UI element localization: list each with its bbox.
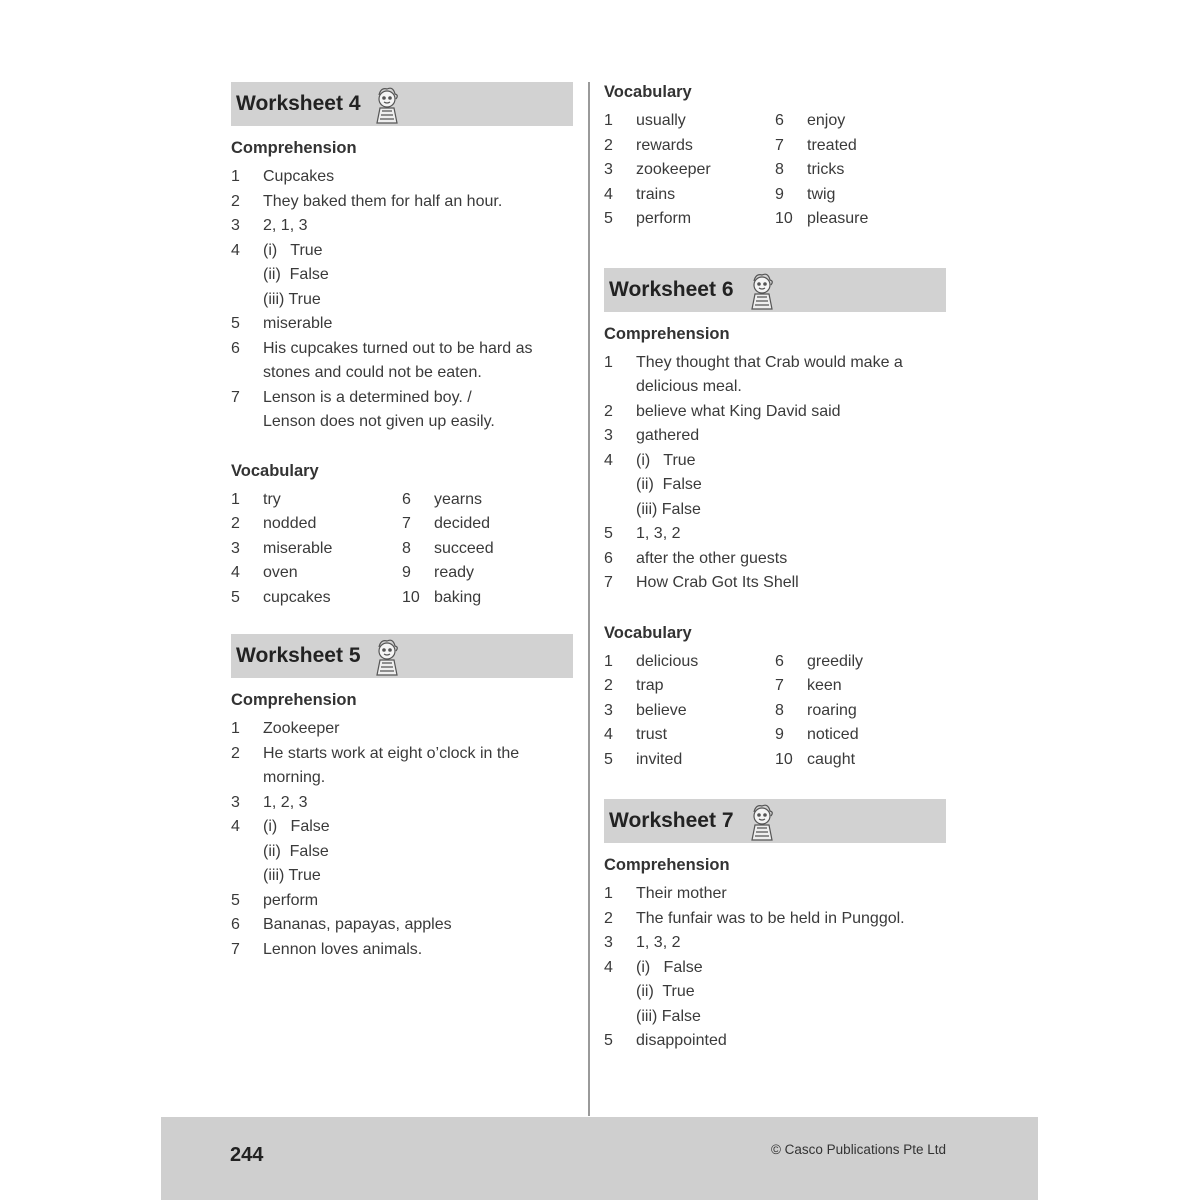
worksheet-5-vocabulary (604, 109, 946, 232)
vocabulary-item (775, 109, 946, 134)
vocabulary-item (775, 674, 946, 699)
answer-text (263, 938, 573, 963)
vocabulary-column (604, 650, 775, 773)
answer-item (231, 815, 573, 889)
answer-line: Lenson is a determined boy. / (263, 388, 472, 406)
vocabulary-number: 7 (775, 677, 784, 694)
answer-item (231, 742, 573, 791)
answer-line: Lennon loves animals. (263, 940, 423, 958)
worksheet-6-title: Worksheet 6 (609, 277, 734, 301)
answer-text (636, 522, 946, 547)
answer-text (263, 717, 573, 742)
vocabulary-item (231, 561, 402, 586)
answer-line: They thought that Crab would make a (636, 353, 903, 371)
answer-line: miserable (263, 315, 333, 332)
vocabulary-item (775, 158, 946, 183)
answer-line: Bananas, papayas, apples (263, 916, 452, 933)
answer-text (263, 913, 573, 938)
copyright-notice: © Casco Publications Pte Ltd (770, 1142, 946, 1157)
answer-text (263, 742, 573, 791)
vocabulary-number: 8 (402, 539, 411, 557)
vocabulary-number: 1 (231, 490, 240, 508)
vocabulary-item (402, 561, 573, 586)
vocabulary-column (231, 488, 402, 611)
vocabulary-item (604, 723, 775, 748)
answer-number: 7 (231, 940, 240, 958)
vocabulary-word: cupcakes (263, 588, 331, 606)
answer-number: 1 (231, 720, 240, 737)
vocabulary-word: greedily (807, 652, 864, 670)
vocabulary-column (775, 109, 946, 232)
answer-text (263, 337, 573, 386)
vocabulary-item (604, 699, 775, 724)
answer-line: delicious meal. (636, 378, 742, 395)
mascot-icon (744, 271, 780, 311)
answer-line: (iii) True (263, 867, 321, 884)
answer-text (263, 815, 573, 889)
vocabulary-item (402, 488, 573, 513)
answer-text (263, 165, 573, 190)
answer-number: 3 (604, 934, 613, 951)
vocabulary-word: trains (636, 185, 676, 203)
vocabulary-item (402, 512, 573, 537)
vocabulary-item (604, 134, 775, 159)
vocabulary-item (775, 748, 946, 773)
comprehension-heading: Comprehension (604, 856, 730, 874)
answer-item (604, 907, 946, 932)
vocabulary-number: 5 (604, 750, 613, 768)
vocabulary-item (775, 134, 946, 159)
answer-line: morning. (263, 769, 326, 786)
vocabulary-number: 9 (402, 564, 411, 581)
answer-item (231, 165, 573, 190)
answer-line: 1, 2, 3 (263, 793, 308, 811)
answer-number: 2 (231, 744, 240, 762)
vocabulary-word: trust (636, 726, 668, 743)
comprehension-heading: Comprehension (604, 324, 730, 343)
vocabulary-item (775, 723, 946, 748)
answer-line: after the other guests (636, 549, 788, 567)
answer-item (231, 791, 573, 816)
answer-line: Their mother (636, 885, 727, 902)
answer-item (604, 547, 946, 572)
vocabulary-item (775, 699, 946, 724)
vocabulary-item (604, 207, 775, 232)
answer-item (231, 386, 573, 435)
worksheet-4-header (231, 82, 573, 126)
answer-number: 2 (231, 192, 240, 210)
answer-item (604, 424, 946, 449)
answer-line: (ii) False (263, 842, 329, 860)
answer-number: 7 (604, 574, 613, 591)
vocabulary-word: try (263, 490, 281, 508)
vocabulary-item (775, 207, 946, 232)
vocabulary-word: rewards (636, 136, 693, 154)
vocabulary-word: tricks (807, 161, 845, 178)
answer-text (636, 931, 946, 956)
answer-item (231, 717, 573, 742)
vocabulary-number: 2 (604, 677, 613, 694)
answer-number: 4 (231, 818, 240, 835)
worksheet-5-title: Worksheet 5 (236, 644, 361, 667)
vocabulary-word: pleasure (807, 210, 869, 227)
worksheet-7-header (604, 799, 946, 843)
worksheet-7-title: Worksheet 7 (609, 809, 734, 832)
vocabulary-number: 3 (604, 701, 613, 719)
mascot-icon (744, 802, 780, 842)
answer-item (231, 913, 573, 938)
answer-line: 1, 3, 2 (636, 934, 681, 951)
answer-text (636, 449, 946, 523)
vocabulary-word: yearns (434, 490, 483, 508)
answer-line: (iii) False (636, 1007, 701, 1025)
worksheet-6-header (604, 268, 946, 312)
answer-text (636, 547, 946, 572)
answer-line: Cupcakes (263, 168, 335, 185)
vocabulary-number: 5 (231, 588, 240, 606)
vocabulary-item (402, 586, 573, 611)
vocabulary-number: 2 (231, 515, 240, 532)
vocabulary-heading: Vocabulary (231, 461, 319, 480)
vocabulary-item (231, 537, 402, 562)
worksheet-4-comprehension-list (231, 165, 573, 435)
vocabulary-word: noticed (807, 726, 859, 743)
answer-number: 1 (604, 353, 613, 371)
answer-line: How Crab Got Its Shell (636, 574, 799, 591)
vocabulary-heading: Vocabulary (604, 83, 692, 101)
answer-number: 3 (231, 793, 240, 811)
vocabulary-item (402, 537, 573, 562)
worksheet-4-vocabulary (231, 488, 573, 611)
answer-text (636, 400, 946, 425)
vocabulary-word: succeed (434, 539, 494, 557)
answer-number: 3 (231, 217, 240, 234)
vocabulary-item (231, 488, 402, 513)
vocabulary-number: 4 (604, 726, 613, 743)
answer-line: (i) False (636, 958, 703, 976)
answer-item (231, 239, 573, 313)
vocabulary-word: treated (807, 136, 857, 154)
vocabulary-number: 8 (775, 701, 784, 719)
vocabulary-word: nodded (263, 515, 317, 532)
vocabulary-word: enjoy (807, 112, 846, 129)
vocabulary-number: 1 (604, 112, 613, 129)
vocabulary-number: 3 (231, 539, 240, 557)
vocabulary-item (604, 158, 775, 183)
answer-line: (ii) False (636, 476, 702, 493)
vocabulary-number: 1 (604, 652, 613, 670)
answer-number: 5 (604, 1032, 613, 1049)
answer-item (231, 889, 573, 914)
answer-item (604, 571, 946, 596)
answer-text (263, 386, 573, 435)
vocabulary-number: 4 (231, 564, 240, 581)
comprehension-heading: Comprehension (231, 691, 357, 709)
answer-item (604, 400, 946, 425)
answer-line: They baked them for half an hour. (263, 192, 503, 210)
answer-item (604, 351, 946, 400)
vocabulary-column (402, 488, 573, 611)
answer-text (636, 1029, 946, 1054)
answer-item (604, 931, 946, 956)
vocabulary-heading: Vocabulary (604, 623, 692, 642)
answer-line: 1, 3, 2 (636, 525, 681, 542)
answer-number: 4 (604, 451, 613, 469)
answer-number: 1 (231, 168, 240, 185)
vocabulary-word: twig (807, 185, 836, 203)
page-number: 244 (230, 1144, 264, 1166)
answer-number: 1 (604, 885, 613, 902)
answer-item (231, 337, 573, 386)
left-column (231, 82, 573, 962)
right-column (604, 82, 946, 1054)
vocabulary-number: 9 (775, 726, 784, 743)
answer-line: 2, 1, 3 (263, 217, 308, 234)
answer-line: (i) True (636, 451, 696, 469)
vocabulary-number: 5 (604, 210, 613, 227)
answer-line: perform (263, 891, 319, 909)
page-footer (161, 1117, 1038, 1200)
vocabulary-number: 10 (402, 588, 420, 606)
mascot-icon (369, 637, 405, 677)
answer-number: 3 (604, 427, 613, 444)
answer-line: Zookeeper (263, 720, 340, 737)
vocabulary-word: roaring (807, 701, 857, 719)
answer-text (636, 571, 946, 596)
answer-item (604, 1029, 946, 1054)
worksheet-7-comprehension-list (604, 882, 946, 1054)
answer-text (263, 889, 573, 914)
vocabulary-item (775, 183, 946, 208)
column-divider (588, 82, 590, 1116)
vocabulary-item (604, 109, 775, 134)
answer-item (604, 522, 946, 547)
answer-text (263, 791, 573, 816)
vocabulary-number: 8 (775, 161, 784, 178)
answer-item (231, 214, 573, 239)
answer-number: 2 (604, 402, 613, 420)
answer-line: The funfair was to be held in Punggol. (636, 909, 905, 927)
vocabulary-column (604, 109, 775, 232)
answer-text (636, 882, 946, 907)
answer-number: 6 (231, 339, 240, 357)
answer-line: stones and could not be eaten. (263, 364, 482, 381)
answer-number: 2 (604, 909, 613, 927)
comprehension-heading: Comprehension (231, 139, 357, 157)
answer-number: 7 (231, 388, 240, 406)
answer-number: 5 (604, 525, 613, 542)
vocabulary-number: 10 (775, 750, 793, 768)
worksheet-6-comprehension-list (604, 351, 946, 596)
answer-item (231, 938, 573, 963)
vocabulary-number: 7 (402, 515, 411, 532)
answer-line: He starts work at eight o’clock in the (263, 744, 520, 762)
mascot-icon (369, 85, 405, 125)
answer-number: 6 (604, 549, 613, 567)
vocabulary-word: decided (434, 515, 491, 532)
vocabulary-number: 3 (604, 161, 613, 178)
answer-line: (iii) False (636, 500, 701, 518)
answer-line: gathered (636, 427, 700, 444)
answer-line: (iii) True (263, 290, 321, 308)
vocabulary-item (775, 650, 946, 675)
worksheet-4-title: Worksheet 4 (236, 92, 361, 115)
vocabulary-number: 9 (775, 185, 784, 203)
answer-text (636, 956, 946, 1030)
vocabulary-word: delicious (636, 652, 699, 670)
vocabulary-item (231, 512, 402, 537)
vocabulary-item (231, 586, 402, 611)
vocabulary-item (604, 183, 775, 208)
vocabulary-word: miserable (263, 539, 333, 557)
answer-number: 4 (231, 241, 240, 259)
answer-text (636, 351, 946, 400)
vocabulary-word: invited (636, 750, 683, 768)
vocabulary-item (604, 674, 775, 699)
vocabulary-number: 7 (775, 136, 784, 154)
answer-item (604, 956, 946, 1030)
answer-text (636, 424, 946, 449)
answer-number: 6 (231, 916, 240, 933)
answer-number: 5 (231, 891, 240, 909)
answer-line: believe what King David said (636, 402, 841, 420)
answer-line: (ii) False (263, 266, 329, 283)
vocabulary-word: zookeeper (636, 161, 711, 178)
vocabulary-word: trap (636, 677, 664, 694)
worksheet-5-comprehension-list (231, 717, 573, 962)
vocabulary-number: 10 (775, 210, 793, 227)
answer-item (604, 449, 946, 523)
vocabulary-word: believe (636, 701, 687, 719)
answer-text (263, 190, 573, 215)
vocabulary-word: caught (807, 750, 856, 768)
answer-line: His cupcakes turned out to be hard as (263, 339, 533, 357)
answer-text (263, 312, 573, 337)
answer-text (263, 214, 573, 239)
answer-text (263, 239, 573, 313)
answer-item (231, 312, 573, 337)
answer-line: disappointed (636, 1032, 727, 1049)
vocabulary-word: baking (434, 588, 482, 606)
answer-number: 5 (231, 315, 240, 332)
vocabulary-number: 4 (604, 185, 613, 203)
worksheet-5-header (231, 634, 573, 678)
answer-item (604, 882, 946, 907)
answer-number: 4 (604, 958, 613, 976)
vocabulary-column (775, 650, 946, 773)
answer-text (636, 907, 946, 932)
answer-line: Lenson does not given up easily. (263, 413, 495, 430)
vocabulary-word: usually (636, 112, 686, 129)
vocabulary-number: 2 (604, 136, 613, 154)
vocabulary-word: perform (636, 210, 692, 227)
answer-line: (i) False (263, 818, 330, 835)
vocabulary-number: 6 (775, 652, 784, 670)
vocabulary-word: oven (263, 564, 298, 581)
answer-line: (ii) True (636, 983, 695, 1000)
vocabulary-number: 6 (775, 112, 784, 129)
vocabulary-item (604, 748, 775, 773)
answer-line: (i) True (263, 241, 323, 259)
answer-item (231, 190, 573, 215)
vocabulary-word: ready (434, 564, 475, 581)
vocabulary-item (604, 650, 775, 675)
vocabulary-number: 6 (402, 490, 411, 508)
vocabulary-word: keen (807, 677, 842, 694)
worksheet-6-vocabulary (604, 650, 946, 773)
